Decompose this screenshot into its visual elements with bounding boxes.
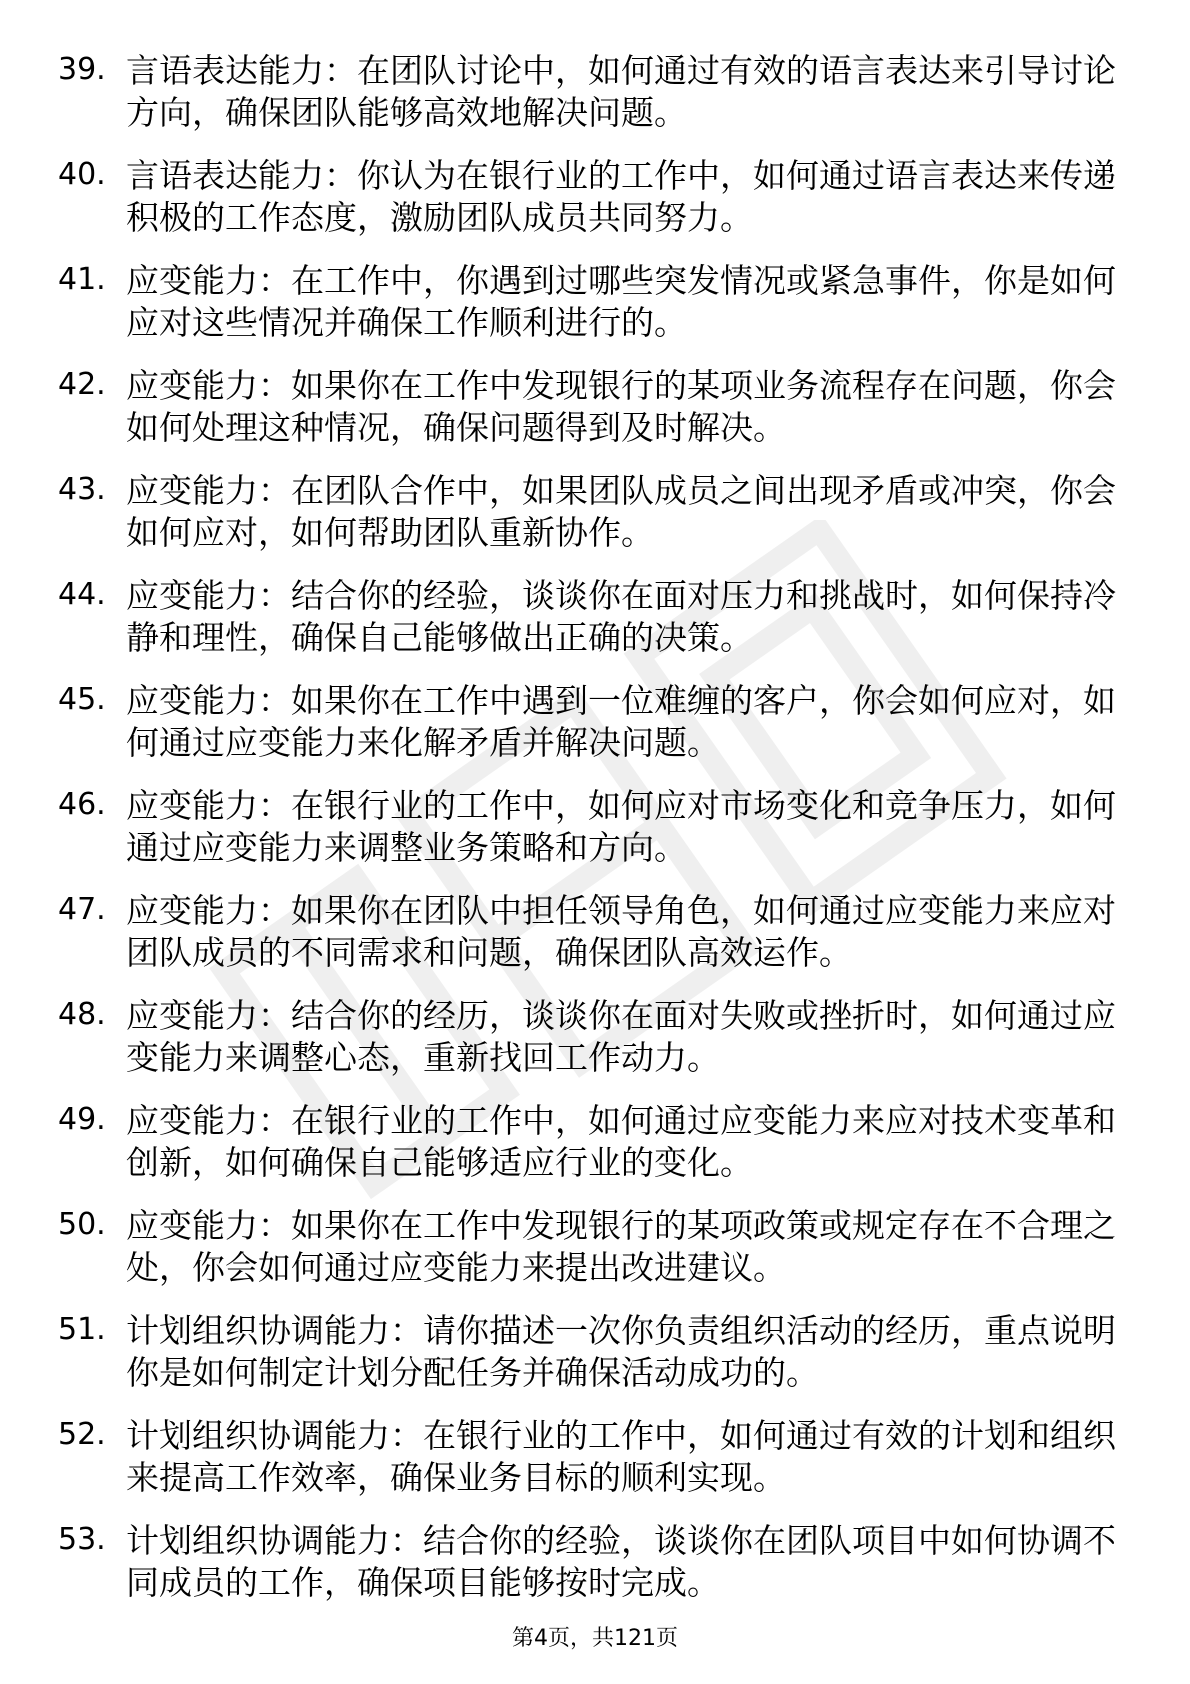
question-text: 应变能力：结合你的经历，谈谈你在面对失败或挫折时，如何通过应变能力来调整心态，重新找回工作动力。 xyxy=(126,996,1116,1077)
question-text: 应变能力：在团队合作中，如果团队成员之间出现矛盾或冲突，你会如何应对，如何帮助团队重新协作。 xyxy=(126,471,1116,552)
question-text: 言语表达能力：你认为在银行业的工作中，如何通过语言表达来传递积极的工作态度，激励团队成员共同努力。 xyxy=(126,156,1116,237)
page-number-footer: 第4页，共121页 xyxy=(512,1626,678,1651)
question-number: 50. xyxy=(58,1207,106,1242)
question-item xyxy=(0,355,1190,460)
question-item xyxy=(0,670,1190,775)
question-text: 应变能力：在工作中，你遇到过哪些突发情况或紧急事件，你是如何应对这些情况并确保工作顺利进行的。 xyxy=(126,261,1116,342)
question-number: 48. xyxy=(58,997,106,1032)
question-item xyxy=(0,250,1190,355)
question-text: 应变能力：在银行业的工作中，如何应对市场变化和竞争压力，如何通过应变能力来调整业务策略和方向。 xyxy=(126,786,1116,867)
question-text: 应变能力：如果你在工作中发现银行的某项业务流程存在问题，你会如何处理这种情况，确保问题得到及时解决。 xyxy=(126,366,1116,447)
question-text: 计划组织协调能力：请你描述一次你负责组织活动的经历，重点说明你是如何制定计划分配任务并确保活动成功的。 xyxy=(126,1311,1116,1392)
question-item xyxy=(0,985,1190,1090)
question-text: 言语表达能力：在团队讨论中，如何通过有效的语言表达来引导讨论方向，确保团队能够高效地解决问题。 xyxy=(126,51,1116,132)
question-item xyxy=(0,40,1190,145)
question-item xyxy=(0,460,1190,565)
question-text: 计划组织协调能力：结合你的经验，谈谈你在团队项目中如何协调不同成员的工作，确保项目能够按时完成。 xyxy=(126,1521,1116,1602)
question-item xyxy=(0,145,1190,250)
question-item xyxy=(0,1405,1190,1510)
question-item xyxy=(0,1090,1190,1195)
question-item xyxy=(0,565,1190,670)
question-text: 应变能力：如果你在团队中担任领导角色，如何通过应变能力来应对团队成员的不同需求和问题，确保团队高效运作。 xyxy=(126,891,1116,972)
question-item xyxy=(0,775,1190,880)
question-number: 52. xyxy=(58,1417,106,1452)
question-number: 41. xyxy=(58,262,106,297)
question-text: 应变能力：如果你在工作中发现银行的某项政策或规定存在不合理之处，你会如何通过应变能力来提出改进建议。 xyxy=(126,1206,1116,1287)
question-item xyxy=(0,1300,1190,1405)
question-number: 39. xyxy=(58,52,106,87)
question-list xyxy=(0,40,1190,1615)
question-number: 49. xyxy=(58,1102,106,1137)
question-number: 40. xyxy=(58,157,106,192)
question-number: 43. xyxy=(58,472,106,507)
question-number: 47. xyxy=(58,892,106,927)
question-item xyxy=(0,1195,1190,1300)
question-item xyxy=(0,880,1190,985)
question-text: 应变能力：结合你的经验，谈谈你在面对压力和挑战时，如何保持冷静和理性，确保自己能够做出正确的决策。 xyxy=(126,576,1116,657)
question-text: 应变能力：在银行业的工作中，如何通过应变能力来应对技术变革和创新，如何确保自己能够适应行业的变化。 xyxy=(126,1101,1116,1182)
question-number: 44. xyxy=(58,577,106,612)
question-text: 应变能力：如果你在工作中遇到一位难缠的客户，你会如何应对，如何通过应变能力来化解矛盾并解决问题。 xyxy=(126,681,1116,762)
question-text: 计划组织协调能力：在银行业的工作中，如何通过有效的计划和组织来提高工作效率，确保业务目标的顺利实现。 xyxy=(126,1416,1116,1497)
question-number: 46. xyxy=(58,787,106,822)
question-number: 51. xyxy=(58,1312,106,1347)
question-item xyxy=(0,1510,1190,1615)
question-number: 42. xyxy=(58,367,106,402)
question-number: 45. xyxy=(58,682,106,717)
question-number: 53. xyxy=(58,1522,106,1557)
